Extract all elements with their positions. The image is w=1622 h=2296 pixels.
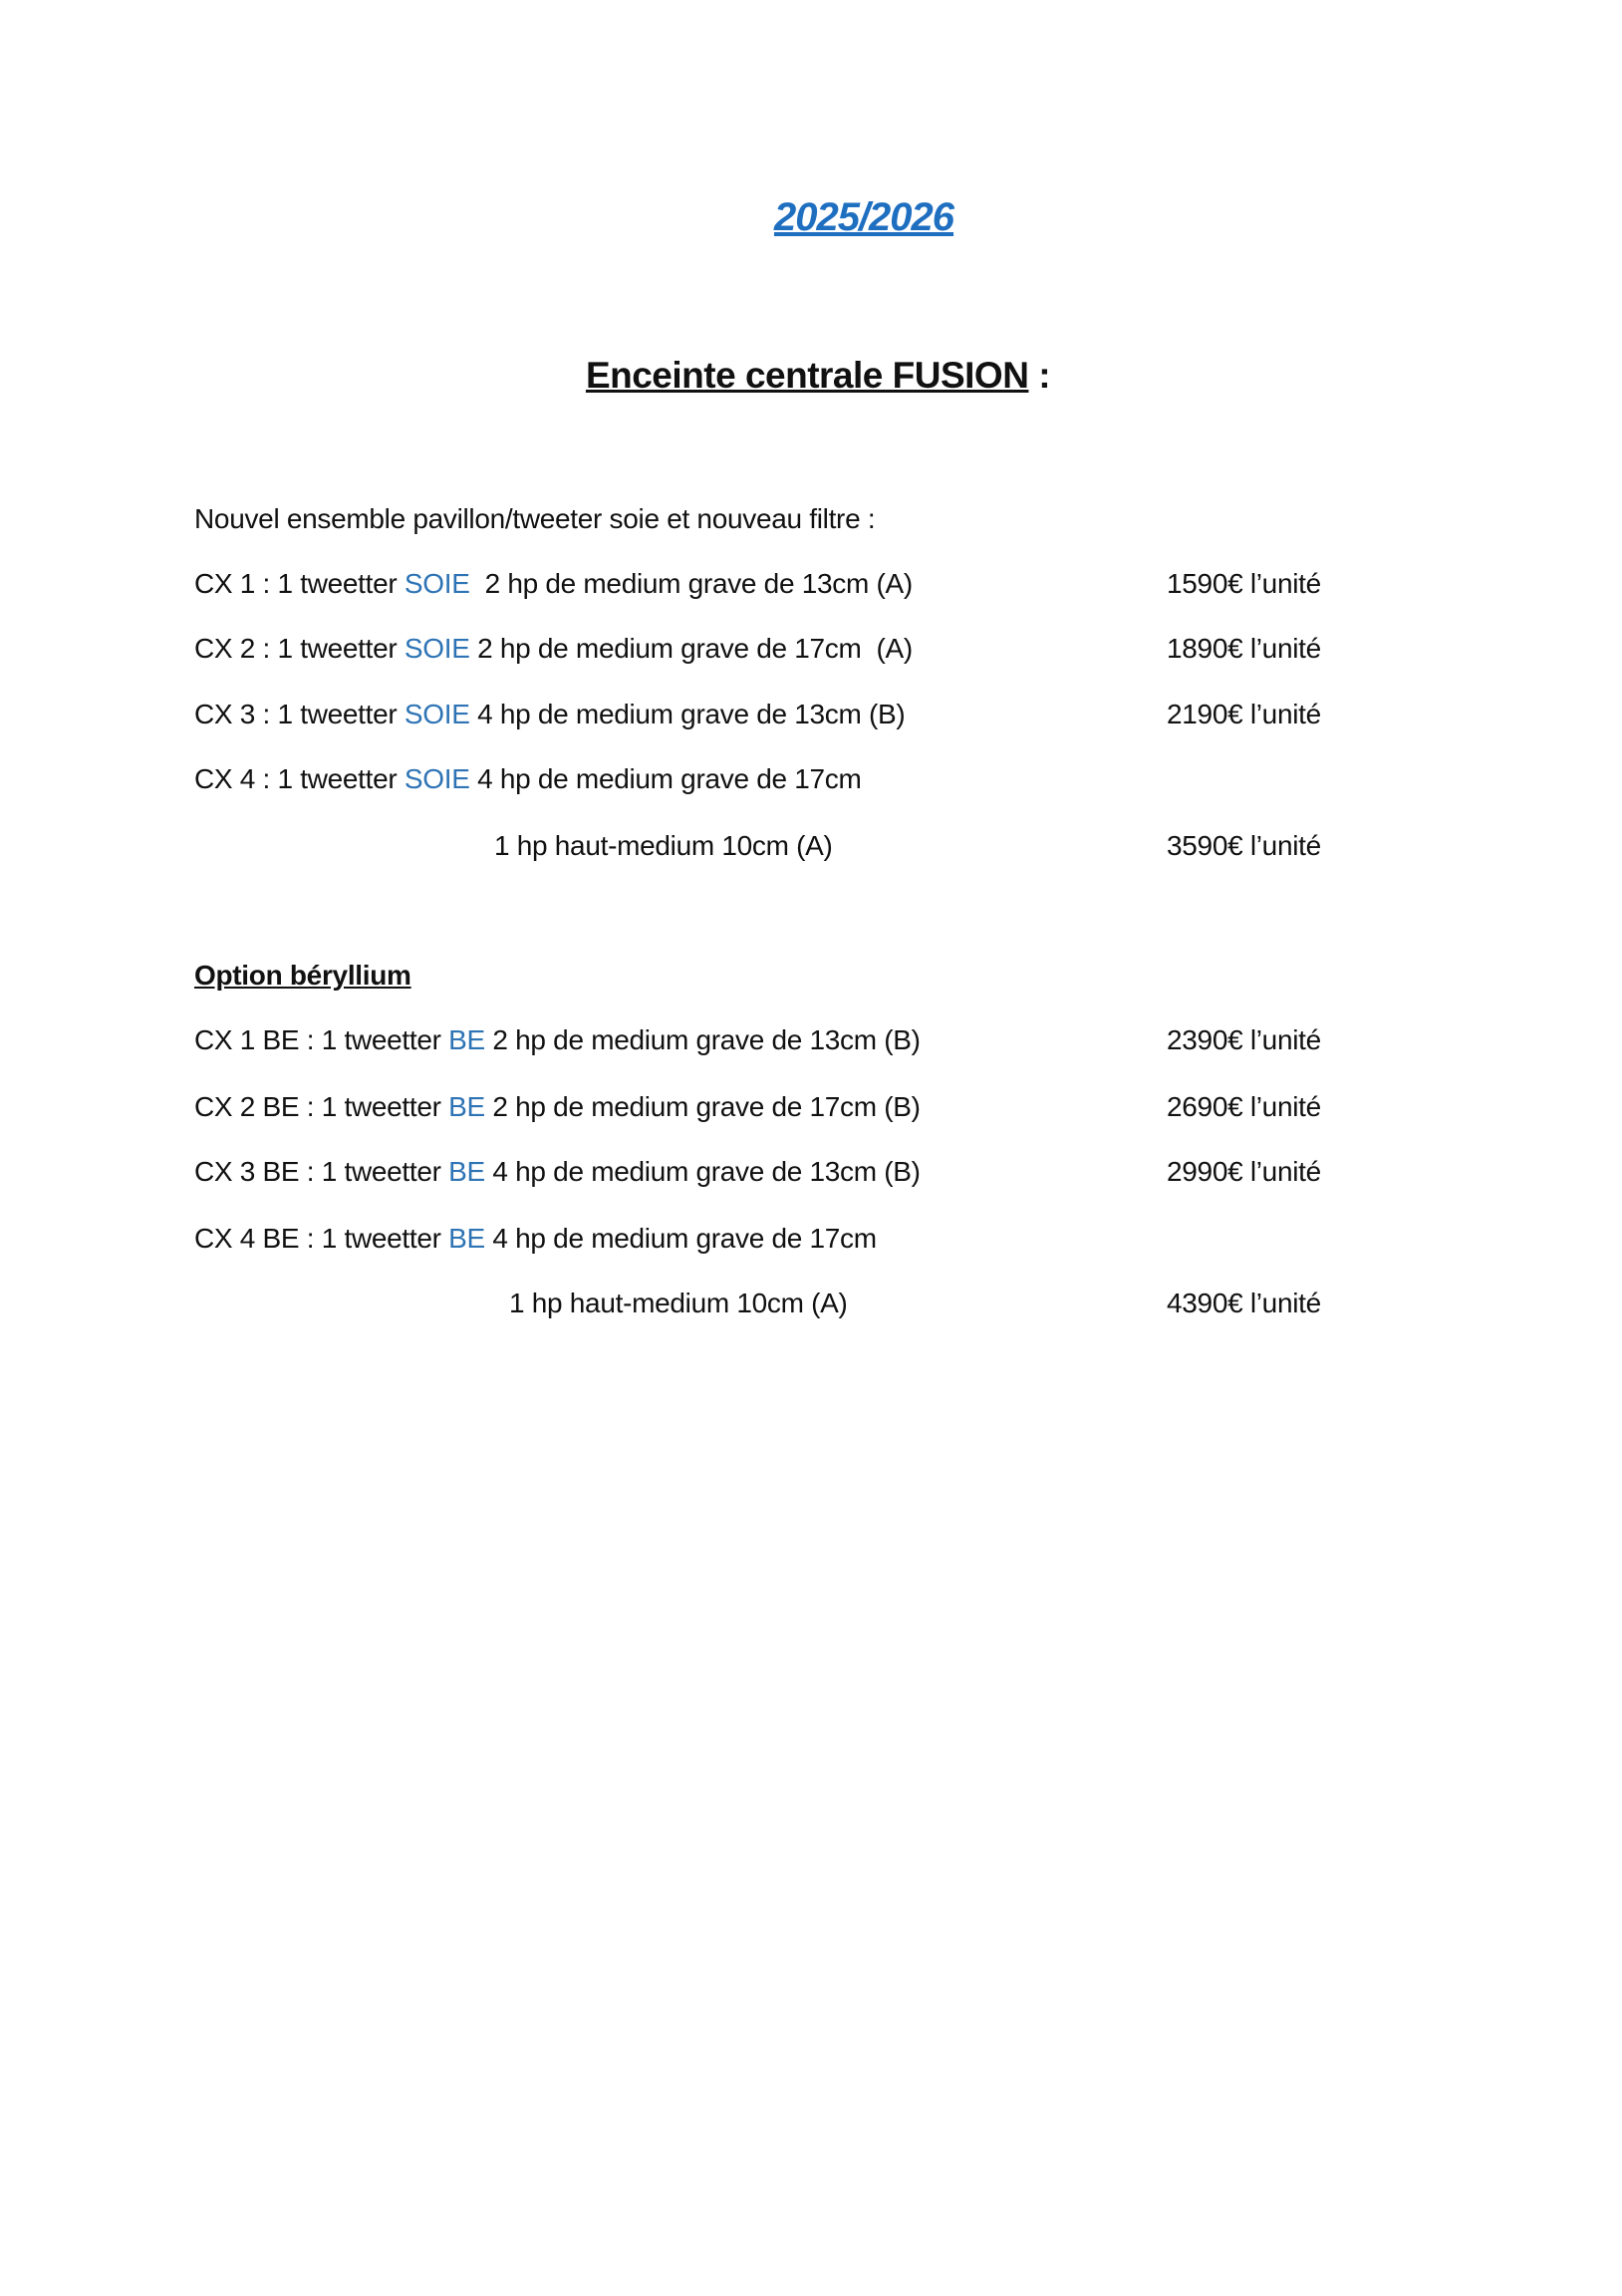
line-text: CX 3 : 1 tweetter <box>194 699 405 729</box>
line-text: 4 hp de medium grave de 17cm <box>469 763 862 794</box>
product-line-cx4 <box>194 763 862 795</box>
intro-text: Nouvel ensemble pavillon/tweeter soie et nouveau filtre : <box>194 503 876 534</box>
line-text: 4 hp de medium grave de 13cm (B) <box>469 699 906 729</box>
product-line-cx3-be <box>194 1156 921 1188</box>
price-cx4: 3590€ l’unité <box>1167 830 1321 861</box>
line-text: 2 hp de medium grave de 13cm (A) <box>469 568 913 599</box>
line-text: 2 hp de medium grave de 17cm (A) <box>469 633 913 664</box>
line-text: CX 2 BE : 1 tweetter <box>194 1091 449 1122</box>
tweeter-type-highlight: SOIE <box>404 568 470 599</box>
product-subline-cx4: 1 hp haut-medium 10cm (A) <box>494 830 833 861</box>
line-text: CX 1 : 1 tweetter <box>194 568 405 599</box>
price-cx2-be: 2690€ l’unité <box>1167 1091 1321 1122</box>
tweeter-type-highlight: BE <box>448 1091 485 1122</box>
price-cx4-be: 4390€ l’unité <box>1167 1288 1321 1318</box>
product-line-cx2 <box>194 633 913 665</box>
price-cx2: 1890€ l’unité <box>1167 633 1321 664</box>
product-line-cx1 <box>194 568 913 600</box>
tweeter-type-highlight: SOIE <box>404 699 470 729</box>
product-line-cx3 <box>194 699 905 730</box>
tweeter-type-highlight: SOIE <box>404 633 470 664</box>
page-heading <box>0 355 1622 397</box>
line-text: 4 hp de medium grave de 17cm <box>484 1223 877 1254</box>
heading-title: Enceinte centrale FUSION <box>585 355 1029 396</box>
line-text: 2 hp de medium grave de 13cm (B) <box>484 1024 921 1055</box>
product-subline-cx4-be: 1 hp haut-medium 10cm (A) <box>509 1288 848 1318</box>
product-line-cx4-be <box>194 1223 877 1255</box>
price-cx1-be: 2390€ l’unité <box>1167 1024 1321 1055</box>
tweeter-type-highlight: BE <box>448 1156 485 1187</box>
product-line-cx1-be <box>194 1024 921 1056</box>
price-cx1: 1590€ l’unité <box>1167 568 1321 599</box>
line-text: CX 1 BE : 1 tweetter <box>194 1024 449 1055</box>
price-cx3: 2190€ l’unité <box>1167 699 1321 729</box>
price-cx3-be: 2990€ l’unité <box>1167 1156 1321 1187</box>
option-beryllium-title: Option béryllium <box>194 960 411 991</box>
tweeter-type-highlight: BE <box>448 1024 485 1055</box>
line-text: CX 4 : 1 tweetter <box>194 763 405 794</box>
tweeter-type-highlight: BE <box>448 1223 485 1254</box>
line-text: CX 3 BE : 1 tweetter <box>194 1156 449 1187</box>
line-text: 2 hp de medium grave de 17cm (B) <box>484 1091 921 1122</box>
line-text: 4 hp de medium grave de 13cm (B) <box>484 1156 921 1187</box>
line-text: CX 4 BE : 1 tweetter <box>194 1223 449 1254</box>
heading-suffix: : <box>1028 355 1051 396</box>
product-line-cx2-be <box>194 1091 921 1123</box>
tweeter-type-highlight: SOIE <box>404 763 470 794</box>
line-text: CX 2 : 1 tweetter <box>194 633 405 664</box>
year-title: 2025/2026 <box>773 195 954 239</box>
